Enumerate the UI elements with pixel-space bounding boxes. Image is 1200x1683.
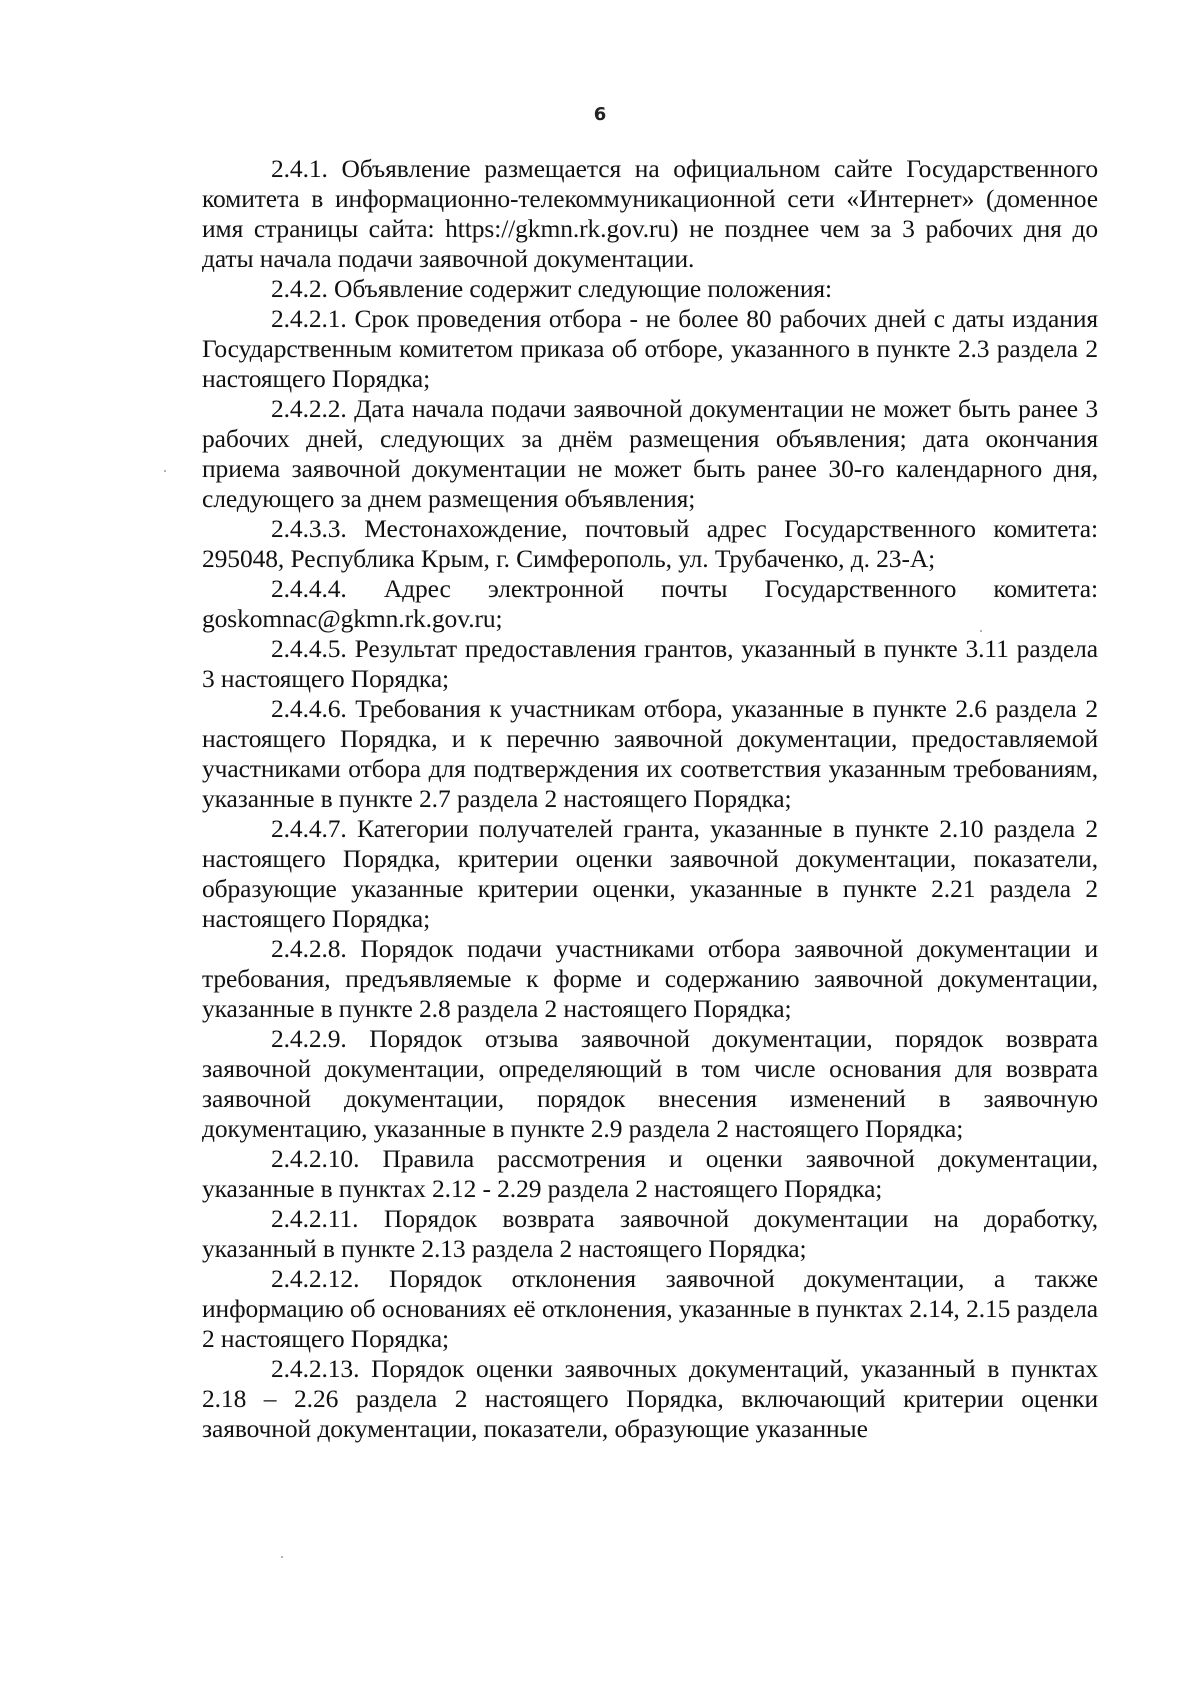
paragraph-2-4-4-7: 2.4.4.7. Категории получателей гранта, указанные в пункте 2.10 раздела 2 настоящего Порядка, критерии оценки заявочной документации, показатели, образующие указанные критерии оценки, указанные в пункте 2.21 раздела 2 настоящего Порядка; (202, 814, 1098, 933)
paragraph-2-4-4-4: 2.4.4.4. Адрес электронной почты Государственного комитета: goskomnac@gkmn.rk.gov.ru; (202, 574, 1098, 633)
scan-speck (164, 470, 166, 472)
paragraph-2-4-2-13: 2.4.2.13. Порядок оценки заявочных документаций, указанный в пунктах 2.18 – 2.26 раздела 2 настоящего Порядка, включающий критерии оценки заявочной документации, показатели, образующие указанные (202, 1354, 1098, 1443)
document-body (202, 154, 1098, 1444)
paragraph-2-4-4-5: 2.4.4.5. Результат предоставления грантов, указанный в пункте 3.11 раздела 3 настоящего Порядка; (202, 634, 1098, 693)
paragraph-2-4-2-12: 2.4.2.12. Порядок отклонения заявочной документации, а также информацию об основаниях её отклонения, указанные в пунктах 2.14, 2.15 раздела 2 настоящего Порядка; (202, 1264, 1098, 1353)
paragraph-2-4-3-3: 2.4.3.3. Местонахождение, почтовый адрес Государственного комитета: 295048, Республика Крым, г. Симферополь, ул. Трубаченко, д. 23-А; (202, 514, 1098, 573)
paragraph-2-4-2-9: 2.4.2.9. Порядок отзыва заявочной документации, порядок возврата заявочной документации, определяющий в том числе основания для возврата заявочной документации, порядок внесения изменений в заявочную документацию, указанные в пункте 2.9 раздела 2 настоящего Порядка; (202, 1024, 1098, 1143)
paragraph-2-4-2-11: 2.4.2.11. Порядок возврата заявочной документации на доработку, указанный в пункте 2.13 раздела 2 настоящего Порядка; (202, 1204, 1098, 1263)
scan-speck (980, 630, 982, 632)
paragraph-2-4-2-2: 2.4.2.2. Дата начала подачи заявочной документации не может быть ранее 3 рабочих дней, следующих за днём размещения объявления; дата окончания приема заявочной документации не может быть ранее 30-го календарного дня, следующего за днем размещения объявления; (202, 394, 1098, 513)
paragraph-2-4-2-10: 2.4.2.10. Правила рассмотрения и оценки заявочной документации, указанные в пунктах 2.12 - 2.29 раздела 2 настоящего Порядка; (202, 1144, 1098, 1203)
paragraph-2-4-4-6: 2.4.4.6. Требования к участникам отбора, указанные в пункте 2.6 раздела 2 настоящего Порядка, и к перечню заявочной документации, предоставляемой участниками отбора для подтверждения их соответствия указанным требованиям, указанные в пункте 2.7 раздела 2 настоящего Порядка; (202, 694, 1098, 813)
paragraph-2-4-2-1: 2.4.2.1. Срок проведения отбора - не более 80 рабочих дней с даты издания Государственным комитетом приказа об отборе, указанного в пункте 2.3 раздела 2 настоящего Порядка; (202, 304, 1098, 393)
scan-speck (281, 1556, 283, 1558)
paragraph-2-4-2: 2.4.2. Объявление содержит следующие положения: (271, 274, 832, 303)
paragraph-2-4-2-8: 2.4.2.8. Порядок подачи участниками отбора заявочной документации и требования, предъявляемые к форме и содержанию заявочной документации, указанные в пункте 2.8 раздела 2 настоящего Порядка; (202, 934, 1098, 1023)
page-number: 6 (593, 104, 607, 125)
paragraph-2-4-1: 2.4.1. Объявление размещается на официальном сайте Государственного комитета в информационно-телекоммуникационной сети «Интернет» (доменное имя страницы сайта: https://gkmn.rk.gov.ru) не позднее чем за 3 рабочих дня до даты начала подачи заявочной документации. (202, 154, 1098, 273)
